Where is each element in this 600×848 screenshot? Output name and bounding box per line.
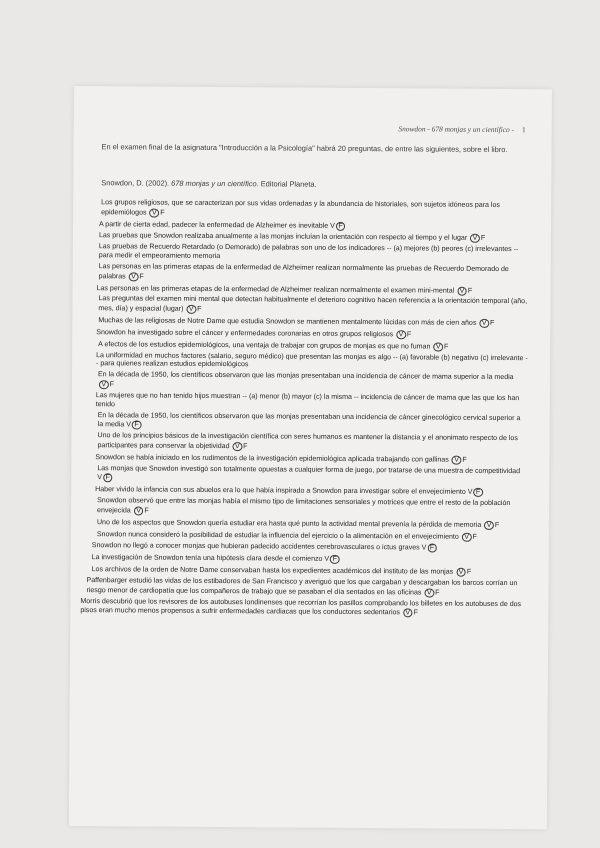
question-text: Uno de los aspectos que Snowdon quería estudiar era hasta qué punto la actividad mental prevenía la pérdida de memoria (96, 518, 482, 529)
question-item (95, 453, 527, 466)
question-item (95, 465, 527, 486)
true-false-choice (483, 522, 499, 529)
question-item (97, 284, 529, 297)
question-item (96, 328, 528, 341)
circled-answer: V (232, 442, 242, 451)
answer-option: F (467, 287, 473, 295)
answer-option: V (330, 222, 335, 230)
true-false-choice (133, 507, 149, 514)
question-item (96, 412, 528, 433)
header-title: Snowdon - 678 monjas y un científico - (398, 124, 515, 135)
answer-option: F (109, 381, 114, 389)
reference-publisher: . Editorial Planeta. (256, 179, 317, 189)
question-text: Snowdon se había iniciado en los rudimentos de la investigación epidemiológica aplicada trabajando con gallinas (95, 453, 449, 464)
question-item (97, 232, 529, 245)
answer-option: V (421, 544, 427, 552)
answer-option: F (472, 533, 477, 541)
circled-answer: V (403, 609, 413, 618)
true-false-choice (98, 381, 114, 388)
true-false-choice (324, 556, 340, 563)
question-item (92, 565, 527, 578)
true-false-choice (468, 489, 484, 496)
question-text: Morris descubrió que los revisores de los autobuses londinenses que recorrían los pasillos comprobando los billetes en los autobuses de dos pisos eran mucho menos propensos a sufrir enfermedades cardiacas que los conductores sedentarios (80, 597, 522, 617)
question-list (80, 199, 529, 621)
question-text: En la década de 1950, los científicos observaron que las monjas presentaban una incidencia de cáncer ginecológico cervical superior a la media (97, 411, 521, 429)
question-item (96, 340, 528, 353)
question-text: La investigación de Snowdon tenía una hipótesis clara desde el comienzo (91, 554, 323, 564)
question-item (96, 371, 528, 392)
circled-answer: V (452, 455, 462, 464)
circled-answer: V (484, 521, 494, 530)
true-false-choice (185, 306, 201, 313)
answer-option: F (462, 456, 467, 464)
answer-option: F (494, 521, 500, 529)
true-false-choice (423, 589, 439, 596)
question-item (80, 598, 526, 620)
answer-option: F (139, 273, 144, 281)
question-item (95, 432, 527, 453)
question-text: Uno de los principios básicos de la investigación científica con seres humanos es mantener la distancia y el anonimato respecto de los participantes para conservar la objetividad (97, 432, 518, 450)
question-text: Las pruebas que Snowdon realizaba anualmente a las monjas incluían la orientación con respecto al tiempo y el lugar (98, 232, 468, 243)
true-false-choice (456, 287, 472, 294)
answer-option: V (324, 556, 330, 564)
true-false-choice (432, 343, 448, 350)
answer-option: F (480, 235, 486, 243)
question-text: A efectos de los estudios epidemiológicos, una ventaja de trabajar con grupos de monjas es que no fuman (98, 341, 431, 351)
circled-answer: F (427, 544, 436, 553)
question-text: La uniformidad en muchos factores (salario, seguro médico) que presentan las monjas es algo -- (a) favorable (b) negativo (c) irrelevante -- para quienes realizan estudios epidemiológicos (96, 351, 528, 369)
question-item (95, 497, 527, 518)
circled-answer: F (473, 488, 482, 497)
true-false-choice (455, 569, 471, 576)
circled-answer: V (470, 234, 480, 243)
exam-sheet (69, 86, 552, 829)
circled-answer: V (129, 272, 139, 281)
question-text: Los grupos religiosos, que se caracterizan por sus vidas ordenadas y la abundancia de historiales, son sujetos idóneos para los epidemiólogos (101, 199, 500, 217)
circled-answer: V (479, 319, 489, 328)
answer-option: F (406, 331, 412, 339)
question-text: Las pruebas de Recuerdo Retardado (o Demorado) de palabras son uno de los indicadores -- (a) mejores (b) peores (c) irrelevantes -- para medir el empeoramiento memoria (98, 243, 519, 261)
true-false-choice (478, 320, 494, 327)
answer-option: V (126, 421, 131, 429)
true-false-choice (469, 235, 485, 242)
true-false-choice (149, 209, 165, 216)
question-text: A partir de cierta edad, padecer la enfermedad de Alzheimer es inevitable (99, 220, 329, 230)
circled-answer: V (462, 532, 472, 541)
question-item (86, 577, 526, 598)
true-false-choice (395, 331, 411, 338)
true-false-choice (461, 533, 477, 540)
circled-answer: F (132, 421, 141, 430)
circled-answer: F (336, 221, 345, 230)
question-text: Las preguntas del examen mini mental que detectan habitualmente el deterioro cognitivo hacen referencia a la orientación temporal (año, mes, día) y espacial (lugar) (98, 295, 528, 313)
page-number: 1 (521, 125, 526, 135)
circled-answer: F (330, 555, 339, 564)
reference-author: Snowdon, D. (2002). (101, 178, 170, 188)
circled-answer: V (433, 342, 443, 351)
question-text: Las mujeres que no han tenido hijos muestran -- (a) menor (b) mayor (c) la misma -- incidencia de cáncer de mama que las que los han tenido (95, 392, 520, 408)
circled-answer: V (134, 506, 144, 515)
true-false-choice (97, 474, 113, 481)
question-item (95, 518, 527, 531)
answer-option: F (160, 209, 165, 217)
circled-answer: V (424, 588, 434, 597)
circled-answer: V (396, 330, 406, 339)
circled-answer: F (103, 473, 112, 482)
question-item (96, 352, 528, 372)
question-text: Snowdon no llegó a conocer monjas que hubieran padecido accidentes cerebrovasculares o ictus graves (91, 542, 420, 552)
question-item (96, 296, 528, 317)
answer-option: V (97, 474, 102, 482)
true-false-choice (422, 545, 438, 552)
answer-option: F (444, 343, 449, 351)
circled-answer: V (150, 208, 160, 217)
circled-answer: V (186, 305, 196, 314)
question-item (97, 220, 529, 233)
answer-option: F (435, 589, 440, 597)
question-text: En la década de 1950, los científicos observaron que las monjas presentaban una incidencia de cáncer de mama superior a la media (97, 371, 514, 382)
true-false-choice (451, 456, 467, 463)
question-text: Snowdon observó que entre las monjas había el mismo tipo de limitaciones sensoriales y motrices que entre el resto de la población envejecida (97, 497, 511, 515)
question-text: Las personas en las primeras etapas de la enfermedad de Alzheimer realizan normalmente las pruebas de Recuerdo Demorado de palabras (98, 263, 509, 281)
answer-option: F (144, 507, 149, 515)
circled-answer: V (99, 380, 109, 389)
book-reference (101, 178, 521, 190)
question-text: Las monjas que Snowdon investigó son totalmente opuestas a cualquier forma de juego, por tratarse de una muestra de competitividad (97, 464, 521, 475)
circled-answer: V (456, 568, 466, 577)
question-item (96, 392, 528, 412)
reference-title: 678 monjas y un científico (171, 178, 257, 189)
answer-option: F (466, 568, 472, 577)
question-text: Las personas en las primeras etapas de la enfermedad de Alzheimer realizan normalmente el examen mini-mental (96, 284, 455, 295)
true-false-choice (126, 422, 142, 429)
intro-text: En el examen final de la asignatura "Introducción a la Psicología" habrá 20 preguntas, de entre las siguientes, sobre el libro. (101, 142, 508, 155)
answer-option: F (197, 306, 202, 314)
question-text: Snowdon ha investigado sobre el cáncer y enfermedades coronarias en otros grupos religiosos (96, 329, 394, 339)
circled-answer: V (457, 286, 467, 295)
question-item (95, 530, 527, 543)
question-text: Snowdon nunca consideró la posibilidad de estudiar la influencia del ejercicio o la alimentación en el envejecimiento (96, 530, 459, 541)
question-text: Paffenbarger estudió las vidas de los estibadores de San Francisco y averiguó que los que cargaban y descargaban los barcos corrían un riesgo menor de cardiopatía que los compañeros de trabajo que se pasaban el día sentados en las oficinas (86, 577, 518, 597)
question-item (95, 485, 527, 498)
answer-option: F (243, 442, 248, 451)
question-text: Muchas de las religiosas de Notre Dame que estudia Snowdon se mantienen mentalmente lúcidas con más de cien años (98, 317, 477, 327)
answer-option: F (413, 609, 418, 617)
question-item (92, 542, 527, 555)
true-false-choice (231, 443, 247, 450)
question-item (97, 263, 529, 284)
question-item (97, 244, 529, 264)
answer-option: V (467, 488, 473, 496)
answer-option: F (490, 319, 495, 327)
question-text: Haber vivido la infancia con sus abuelos era lo que había inspirado a Snowdon para investigar sobre el envejecimiento (95, 486, 466, 496)
page-header (398, 124, 525, 134)
question-item (97, 199, 529, 220)
true-false-choice (128, 273, 144, 280)
question-item (96, 316, 528, 329)
true-false-choice (330, 222, 346, 229)
true-false-choice (402, 610, 418, 617)
question-text: Los archivos de la orden de Notre Dame conservaban hasta los expedientes académicos del instituto de las monjas (91, 566, 454, 576)
question-item (92, 553, 527, 566)
